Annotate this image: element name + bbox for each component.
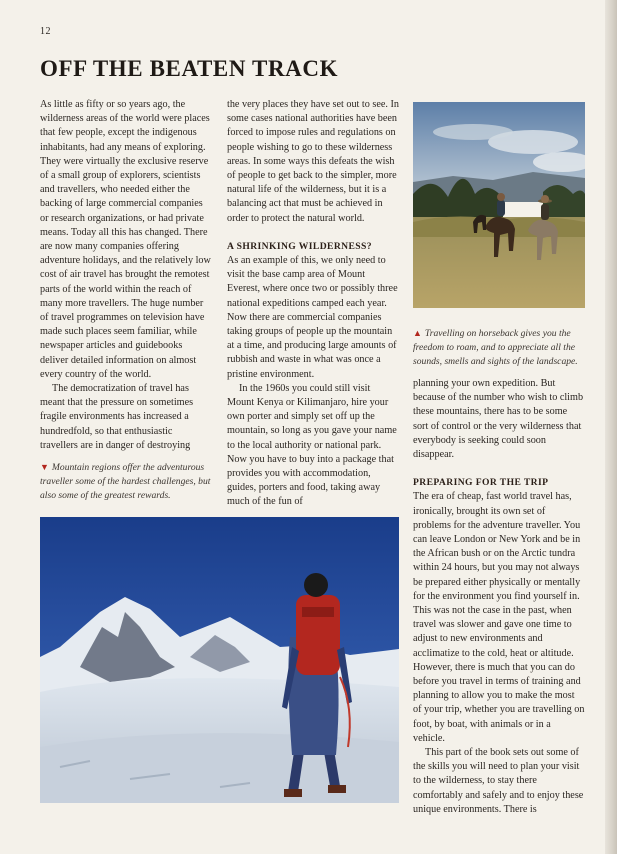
paragraph: The democratization of travel has meant that the pressure on sometimes fragile environments has increased a hundredfold, so that enthusiastic travellers are in danger of destroying xyxy=(40,383,194,451)
paragraph: the very places they have set out to see. In some cases national authorities have been forced to impose rules and regulations on people wishing to go to these wilderness areas. In some ways this defeats the wish of people to get back to the simpler, more natural life of the wilderness, but it is a balancing act that must be achieved in order to protect the natural world. xyxy=(227,99,399,224)
photo-horseback-riders xyxy=(413,102,585,308)
caption-text: Travelling on horseback gives you the freedom to roam, and to appreciate all the sounds, smells and sights of the landscape. xyxy=(413,328,578,367)
horseback-photo-image xyxy=(413,102,585,308)
photo-mountaineer xyxy=(40,517,399,803)
paragraph: As an example of this, we only need to visit the base camp area of Mount Everest, where once two or possibly three national expeditions camped each year. Now there are commercial companies taking groups of people up the mountain at a time, and producing large amounts of rubbish and waste in what was once a pristine environment. xyxy=(227,255,398,380)
paragraph: As little as fifty or so years ago, the wilderness areas of the world were places that few people, except the indigenous inhabitants, had any means of exploring. They were virtually the exclusive reserve of a small group of explorers, scientists and travellers, who needed either the backing of large commercial companies or research organizations, or had private means. Today all this has changed. There are now many companies offering adventure holidays, and the relatively low cost of air travel has brought the remotest parts of the world within the reach of many more travellers. The huge number of travel programmes on television have made such places seem familiar, while newspaper articles and guidebooks deliver detailed information on almost every country of the world. xyxy=(40,99,211,380)
caption-text: Mountain regions offer the adventurous traveller some of the hardest challenges, but also some of the greatest rewards. xyxy=(40,462,211,501)
paragraph: In the 1960s you could still visit Mount Kenya or Kilimanjaro, hire your own porter and simply set off up the mountain, so long as you gave your name to the local authority or national park. Now you have to buy into a package that provides you with accommodation, guides, porters and food, taking away much of the fun of xyxy=(227,382,397,508)
paragraph: This part of the book sets out some of the skills you will need to plan your visit to the wilderness, to stay there comfortably and safely and to enjoy these unique environments. There is xyxy=(413,747,584,815)
caption-horseback xyxy=(413,326,589,369)
text-column-3 xyxy=(413,377,585,817)
paragraph: planning your own expedition. But because of the number who wish to climb these mountains, there has to be some sort of control or the very wilderness that everybody is seeking could soon disappear. xyxy=(413,378,584,461)
text-column-2 xyxy=(227,98,399,510)
page-edge xyxy=(605,0,617,854)
paragraph: The era of cheap, fast world travel has, ironically, brought its own set of problems for the adventure traveller. You can leave London or New York and be in the African bush or on the Arctic tundra within 24 hours, but you may not always be prepared either physically or mentally for the environment you find yourself in. This was not the case in the past, when travel was slower and gave one time to adjust to new environments and acclimatize to the cold, heat or altitude. However, there is much that you can do before you travel in terms of training and planning to allow you to make the most of your trip, whether you are travelling on foot, by boat, with animals or in a vehicle. xyxy=(413,491,585,744)
caption-mountain xyxy=(40,460,218,503)
up-triangle-icon: ▲ xyxy=(413,328,422,338)
down-triangle-icon: ▼ xyxy=(40,462,49,472)
text-column-1 xyxy=(40,98,212,453)
section-heading: PREPARING FOR THE TRIP xyxy=(413,477,549,489)
section-heading: A SHRINKING WILDERNESS? xyxy=(227,240,372,252)
page-title: OFF THE BEATEN TRACK xyxy=(40,56,339,81)
page-number: 12 xyxy=(40,26,51,37)
mountaineer-photo-image xyxy=(40,517,399,803)
